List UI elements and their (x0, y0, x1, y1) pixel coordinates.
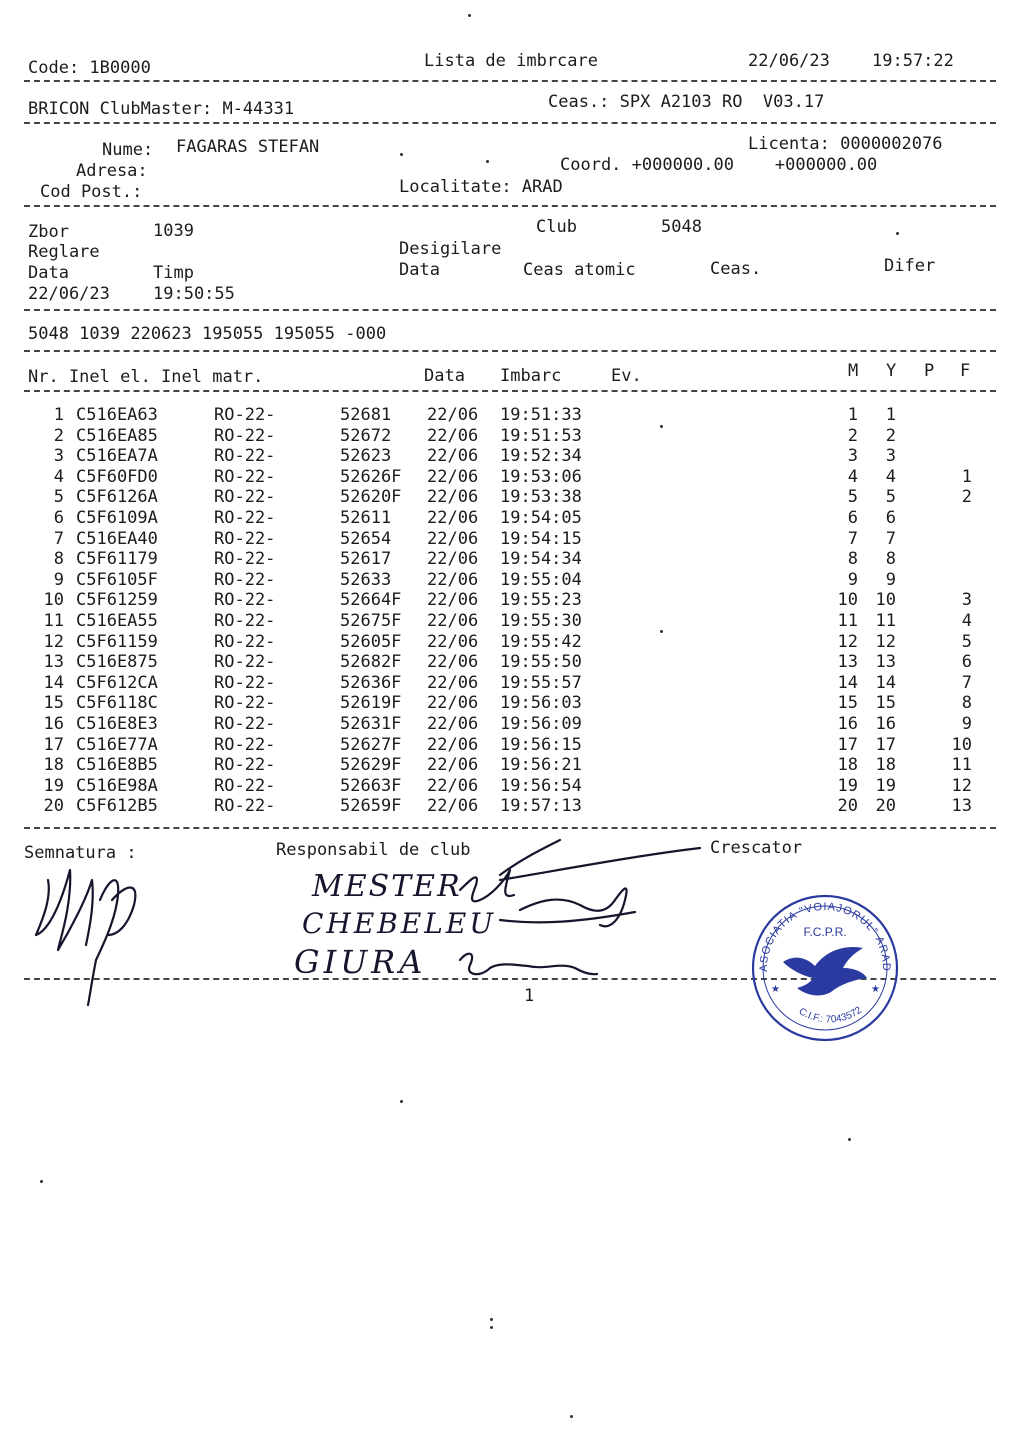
table-row (0, 796, 1024, 816)
ring-number: 52659F (340, 796, 402, 816)
ring-prefix: RO-22- (214, 735, 276, 755)
document-title: Lista de imbrcare (424, 51, 598, 71)
arrival-time: 19:54:34 (500, 549, 582, 569)
stamp-center-text: F.C.P.R. (803, 925, 847, 939)
postal-code-label: Cod Post.: (40, 182, 143, 202)
col-m-value: 10 (837, 590, 858, 610)
col-m-value: 17 (837, 735, 858, 755)
ring-prefix: RO-22- (214, 570, 276, 590)
table-header-f: F (960, 361, 971, 381)
arrival-date: 22/06 (427, 714, 479, 734)
table-row (0, 467, 1024, 487)
electronic-ring: C516EA7A (76, 446, 158, 466)
table-row (0, 693, 1024, 713)
table-header-event: Ev. (611, 366, 642, 386)
divider (24, 350, 996, 352)
arrival-time: 19:55:04 (500, 570, 582, 590)
electronic-ring: C516E77A (76, 735, 158, 755)
col-m-value: 2 (847, 426, 858, 446)
arrival-date: 22/06 (427, 405, 479, 425)
electronic-ring: C516E98A (76, 776, 158, 796)
arrival-date: 22/06 (427, 632, 479, 652)
ring-number: 52605F (340, 632, 402, 652)
arrival-date: 22/06 (427, 570, 479, 590)
divider (24, 827, 996, 829)
arrival-time: 19:56:03 (500, 693, 582, 713)
col-y-value: 18 (875, 755, 896, 775)
arrival-time: 19:56:09 (500, 714, 582, 734)
ring-prefix: RO-22- (214, 652, 276, 672)
divider (24, 122, 996, 124)
ring-number: 52664F (340, 590, 402, 610)
handwritten-name-giura: GIURA (294, 943, 427, 981)
col-f-value: 1 (961, 467, 972, 487)
row-number: 5 (53, 487, 64, 507)
scan-speck (400, 1100, 403, 1103)
col-m-value: 1 (847, 405, 858, 425)
row-number: 16 (43, 714, 64, 734)
col-m-value: 3 (847, 446, 858, 466)
arrival-date: 22/06 (427, 549, 479, 569)
col-y-value: 11 (875, 611, 896, 631)
ring-number: 52675F (340, 611, 402, 631)
ring-prefix: RO-22- (214, 714, 276, 734)
row-number: 1 (53, 405, 64, 425)
ring-number: 52681 (340, 405, 392, 425)
time-label: Timp (153, 263, 194, 283)
ring-prefix: RO-22- (214, 508, 276, 528)
ring-number: 52682F (340, 652, 402, 672)
col-m-value: 13 (837, 652, 858, 672)
electronic-ring: C516E8E3 (76, 714, 158, 734)
ring-prefix: RO-22- (214, 549, 276, 569)
col-f-value: 9 (961, 714, 972, 734)
arrival-time: 19:55:30 (500, 611, 582, 631)
ring-number: 52663F (340, 776, 402, 796)
col-y-value: 3 (885, 446, 896, 466)
electronic-ring: C5F6105F (76, 570, 158, 590)
col-y-value: 20 (875, 796, 896, 816)
ring-prefix: RO-22- (214, 673, 276, 693)
col-m-value: 11 (837, 611, 858, 631)
electronic-ring: C516EA40 (76, 529, 158, 549)
ring-prefix: RO-22- (214, 796, 276, 816)
arrival-time: 19:56:54 (500, 776, 582, 796)
col-f-value: 12 (951, 776, 972, 796)
divider (24, 205, 996, 207)
arrival-date: 22/06 (427, 796, 479, 816)
col-f-value: 2 (961, 487, 972, 507)
arrival-time: 19:55:50 (500, 652, 582, 672)
electronic-ring: C5F6118C (76, 693, 158, 713)
row-number: 9 (53, 570, 64, 590)
arrival-date: 22/06 (427, 673, 479, 693)
col-m-value: 6 (847, 508, 858, 528)
table-row (0, 776, 1024, 796)
arrival-time: 19:53:06 (500, 467, 582, 487)
arrival-time: 19:55:23 (500, 590, 582, 610)
electronic-ring: C5F6126A (76, 487, 158, 507)
arrival-date: 22/06 (427, 487, 479, 507)
row-number: 10 (43, 590, 64, 610)
arrival-time: 19:56:15 (500, 735, 582, 755)
club-label: Club (536, 217, 577, 237)
col-y-value: 4 (885, 467, 896, 487)
ring-number: 52629F (340, 755, 402, 775)
col-y-value: 6 (885, 508, 896, 528)
arrival-time: 19:53:38 (500, 487, 582, 507)
arrival-time: 19:55:42 (500, 632, 582, 652)
col-y-value: 8 (885, 549, 896, 569)
arrival-time: 19:52:34 (500, 446, 582, 466)
arrival-date: 22/06 (427, 529, 479, 549)
electronic-ring: C5F60FD0 (76, 467, 158, 487)
table-row (0, 487, 1024, 507)
col-f-value: 6 (961, 652, 972, 672)
col-y-value: 14 (875, 673, 896, 693)
arrival-date: 22/06 (427, 611, 479, 631)
table-row (0, 405, 1024, 425)
club-master-label: BRICON ClubMaster: M-44331 (28, 99, 295, 119)
row-number: 18 (43, 755, 64, 775)
row-number: 15 (43, 693, 64, 713)
scan-speck (40, 1180, 43, 1183)
electronic-ring: C516E8B5 (76, 755, 158, 775)
row-number: 12 (43, 632, 64, 652)
col-m-value: 8 (847, 549, 858, 569)
arrival-time: 19:54:15 (500, 529, 582, 549)
responsible-signature-3 (460, 954, 597, 975)
electronic-ring: C5F61179 (76, 549, 158, 569)
table-header-y: Y (886, 361, 897, 381)
col-f-value: 3 (961, 590, 972, 610)
table-header-arrival: Imbarc (500, 366, 562, 386)
handwritten-name-mester: MESTER (312, 869, 462, 904)
table-row (0, 673, 1024, 693)
col-y-value: 17 (875, 735, 896, 755)
svg-text:★: ★ (871, 984, 880, 995)
ring-number: 52620F (340, 487, 402, 507)
row-number: 17 (43, 735, 64, 755)
electronic-ring: C5F61259 (76, 590, 158, 610)
ring-number: 52619F (340, 693, 402, 713)
arrival-time: 19:57:13 (500, 796, 582, 816)
row-number: 2 (53, 426, 64, 446)
arrival-time: 19:55:57 (500, 673, 582, 693)
ring-number: 52636F (340, 673, 402, 693)
col-m-value: 14 (837, 673, 858, 693)
col-y-value: 16 (875, 714, 896, 734)
arrival-date: 22/06 (427, 467, 479, 487)
responsible-signature-2 (500, 888, 635, 926)
col-f-value: 8 (961, 693, 972, 713)
name-label: Nume: (102, 140, 154, 160)
table-header-m: M (848, 361, 859, 381)
responsible-signature-1 (460, 870, 514, 901)
table-row (0, 508, 1024, 528)
electronic-ring: C516EA63 (76, 405, 158, 425)
scan-speck (468, 14, 471, 17)
scan-speck (660, 630, 663, 633)
code-label: Code: 1B0000 (28, 58, 151, 78)
stamp-arc-text: ASOCIATIA "VOIAJORUL" ARAD (757, 900, 893, 972)
table-row (0, 590, 1024, 610)
ring-prefix: RO-22- (214, 487, 276, 507)
col-f-value: 13 (951, 796, 972, 816)
locality-label: Localitate: ARAD (399, 177, 563, 197)
arrival-time: 19:51:53 (500, 426, 582, 446)
scan-speck (490, 1318, 493, 1321)
ring-number: 52654 (340, 529, 392, 549)
row-number: 20 (43, 796, 64, 816)
header-date: 22/06/23 (748, 51, 830, 71)
dove-icon (783, 947, 867, 996)
ring-number: 52611 (340, 508, 392, 528)
table-row (0, 652, 1024, 672)
flight-summary-line: 5048 1039 220623 195055 195055 -000 (28, 324, 387, 344)
header-time: 19:57:22 (872, 51, 954, 71)
club-responsible-label: Responsabil de club (276, 840, 471, 860)
table-header-date: Data (424, 366, 465, 386)
table-header-ring-columns: Nr. Inel el. Inel matr. (28, 367, 264, 387)
col-m-value: 7 (847, 529, 858, 549)
col-m-value: 5 (847, 487, 858, 507)
col-m-value: 12 (837, 632, 858, 652)
col-m-value: 15 (837, 693, 858, 713)
handwritten-name-chebeleu: CHEBELEU (302, 907, 496, 940)
col-m-value: 9 (847, 570, 858, 590)
scan-speck (570, 1415, 573, 1418)
setting-label: Reglare (28, 242, 100, 262)
page-number: 1 (524, 986, 535, 1006)
owner-name: FAGARAS STEFAN (176, 137, 320, 157)
arrival-date: 22/06 (427, 776, 479, 796)
ring-prefix: RO-22- (214, 590, 276, 610)
scan-speck (486, 160, 489, 163)
arrival-date: 22/06 (427, 590, 479, 610)
setting-time: 19:50:55 (153, 284, 235, 304)
stamp-bottom-text: C.I.F.: 7043572 (796, 1004, 864, 1026)
unsealing-date-label: Data (399, 260, 440, 280)
unsealing-label: Desigilare (399, 239, 502, 259)
scan-speck (896, 232, 899, 235)
arrival-date: 22/06 (427, 755, 479, 775)
atomic-clock-label: Ceas atomic (523, 260, 636, 280)
svg-text:★: ★ (771, 984, 780, 995)
col-m-value: 20 (837, 796, 858, 816)
ring-number: 52631F (340, 714, 402, 734)
setting-date: 22/06/23 (28, 284, 110, 304)
breeder-label: Crescator (710, 838, 803, 858)
col-f-value: 11 (951, 755, 972, 775)
scan-speck (660, 425, 663, 428)
table-row (0, 529, 1024, 549)
row-number: 8 (53, 549, 64, 569)
arrival-date: 22/06 (427, 652, 479, 672)
col-f-value: 10 (951, 735, 972, 755)
table-row (0, 570, 1024, 590)
coordinates-label: Coord. +000000.00 +000000.00 (560, 155, 878, 175)
col-y-value: 1 (885, 405, 896, 425)
table-row (0, 611, 1024, 631)
arrival-date: 22/06 (427, 735, 479, 755)
electronic-ring: C5F612CA (76, 673, 158, 693)
col-m-value: 18 (837, 755, 858, 775)
ring-prefix: RO-22- (214, 755, 276, 775)
col-f-value: 7 (961, 673, 972, 693)
signature-label: Semnatura : (24, 843, 137, 863)
electronic-ring: C5F612B5 (76, 796, 158, 816)
col-f-value: 4 (961, 611, 972, 631)
scan-speck (490, 1326, 493, 1329)
arrival-time: 19:51:33 (500, 405, 582, 425)
table-row (0, 632, 1024, 652)
difference-label: Difer (884, 256, 936, 276)
col-m-value: 16 (837, 714, 858, 734)
ring-prefix: RO-22- (214, 529, 276, 549)
col-y-value: 5 (885, 487, 896, 507)
arrival-date: 22/06 (427, 446, 479, 466)
arrival-time: 19:54:05 (500, 508, 582, 528)
association-stamp (745, 888, 905, 1048)
table-row (0, 735, 1024, 755)
col-y-value: 2 (885, 426, 896, 446)
col-y-value: 12 (875, 632, 896, 652)
col-y-value: 15 (875, 693, 896, 713)
club-number: 5048 (661, 217, 702, 237)
ring-prefix: RO-22- (214, 776, 276, 796)
table-row (0, 426, 1024, 446)
row-number: 13 (43, 652, 64, 672)
electronic-ring: C5F6109A (76, 508, 158, 528)
ring-number: 52633 (340, 570, 392, 590)
ring-prefix: RO-22- (214, 693, 276, 713)
ring-prefix: RO-22- (214, 405, 276, 425)
col-y-value: 19 (875, 776, 896, 796)
ring-prefix: RO-22- (214, 467, 276, 487)
arrival-date: 22/06 (427, 693, 479, 713)
flight-number: 1039 (153, 221, 194, 241)
ring-number: 52617 (340, 549, 392, 569)
ring-number: 52672 (340, 426, 392, 446)
electronic-ring: C516EA55 (76, 611, 158, 631)
table-header-p: P (924, 361, 935, 381)
ring-number: 52623 (340, 446, 392, 466)
row-number: 7 (53, 529, 64, 549)
divider (24, 80, 996, 82)
owner-signature (36, 870, 135, 1005)
scan-speck (400, 153, 403, 156)
electronic-ring: C5F61159 (76, 632, 158, 652)
row-number: 19 (43, 776, 64, 796)
row-number: 6 (53, 508, 64, 528)
col-y-value: 10 (875, 590, 896, 610)
col-y-value: 9 (885, 570, 896, 590)
address-label: Adresa: (76, 161, 148, 181)
scan-speck (848, 1138, 851, 1141)
col-y-value: 13 (875, 652, 896, 672)
table-row (0, 755, 1024, 775)
row-number: 14 (43, 673, 64, 693)
ring-number: 52627F (340, 735, 402, 755)
ring-prefix: RO-22- (214, 446, 276, 466)
license-label: Licenta: 0000002076 (748, 134, 943, 154)
col-f-value: 5 (961, 632, 972, 652)
table-row (0, 714, 1024, 734)
col-m-value: 4 (847, 467, 858, 487)
clock-column-label: Ceas. (710, 259, 762, 279)
divider (24, 309, 996, 311)
arrival-date: 22/06 (427, 508, 479, 528)
divider (24, 390, 996, 392)
date-label: Data (28, 263, 69, 283)
row-number: 4 (53, 467, 64, 487)
flight-label: Zbor (28, 222, 69, 242)
ring-prefix: RO-22- (214, 611, 276, 631)
col-y-value: 7 (885, 529, 896, 549)
row-number: 3 (53, 446, 64, 466)
arrival-time: 19:56:21 (500, 755, 582, 775)
table-row (0, 446, 1024, 466)
signature-sweep (500, 840, 700, 880)
ring-prefix: RO-22- (214, 426, 276, 446)
arrival-date: 22/06 (427, 426, 479, 446)
clock-label: Ceas.: SPX A2103 RO V03.17 (548, 92, 825, 112)
ring-prefix: RO-22- (214, 632, 276, 652)
col-m-value: 19 (837, 776, 858, 796)
ring-number: 52626F (340, 467, 402, 487)
row-number: 11 (43, 611, 64, 631)
electronic-ring: C516EA85 (76, 426, 158, 446)
electronic-ring: C516E875 (76, 652, 158, 672)
table-row (0, 549, 1024, 569)
